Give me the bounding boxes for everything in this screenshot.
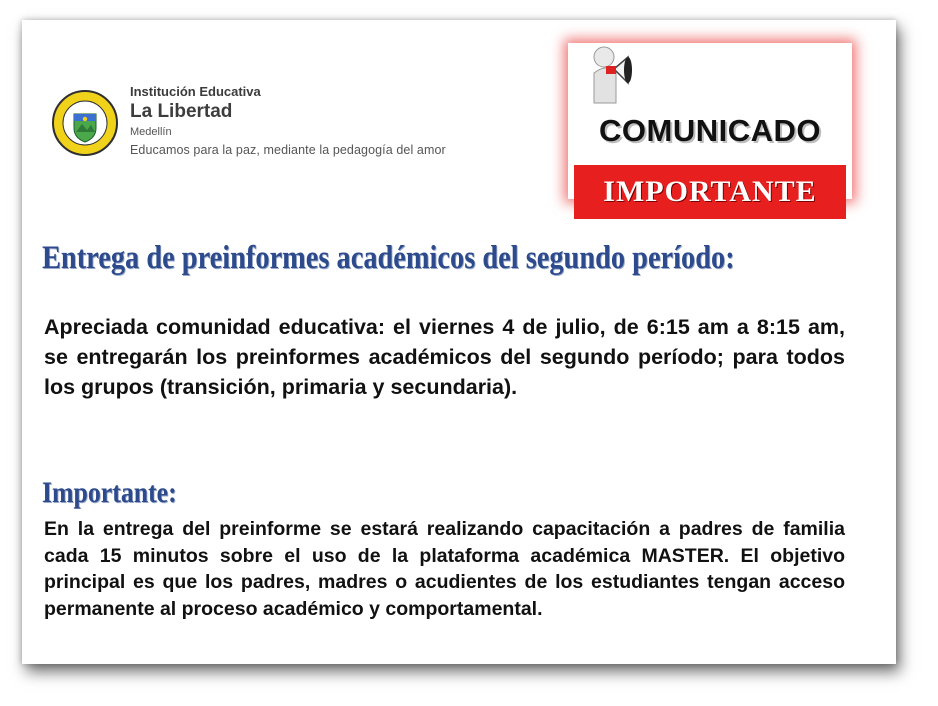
badge-subtitle: IMPORTANTE	[574, 165, 846, 219]
megaphone-person-icon	[584, 43, 664, 115]
important-text: En la entrega del preinforme se estará realizando capacitación a padres de familia cada 15 minutos sobre el uso de la plataforma académica MASTER. El objetivo principal es que los padres, madres o acudientes de los estudiantes tengan acceso permanente al proceso académico y comportamental.	[44, 518, 845, 620]
badge-title: COMUNICADO	[599, 113, 821, 148]
school-header	[130, 84, 446, 159]
school-name: La Libertad	[130, 101, 233, 122]
comunicado-badge	[568, 43, 852, 208]
school-city: Medellín	[130, 126, 172, 138]
announcement-card	[22, 20, 896, 664]
school-institution-label: Institución Educativa	[130, 84, 261, 99]
page-title: Entrega de preinformes académicos del segundo período:	[42, 240, 735, 276]
announcement-body: Apreciada comunidad educativa: el viernes 4 de julio, de 6:15 am a 8:15 am, se entregarán los preinformes académicos del segundo período; para todos los grupos (transición, primaria y secundaria).	[44, 315, 845, 399]
school-motto: Educamos para la paz, mediante la pedagogía del amor	[130, 143, 446, 157]
school-crest-icon	[52, 90, 118, 156]
important-heading: Importante:	[42, 476, 177, 509]
